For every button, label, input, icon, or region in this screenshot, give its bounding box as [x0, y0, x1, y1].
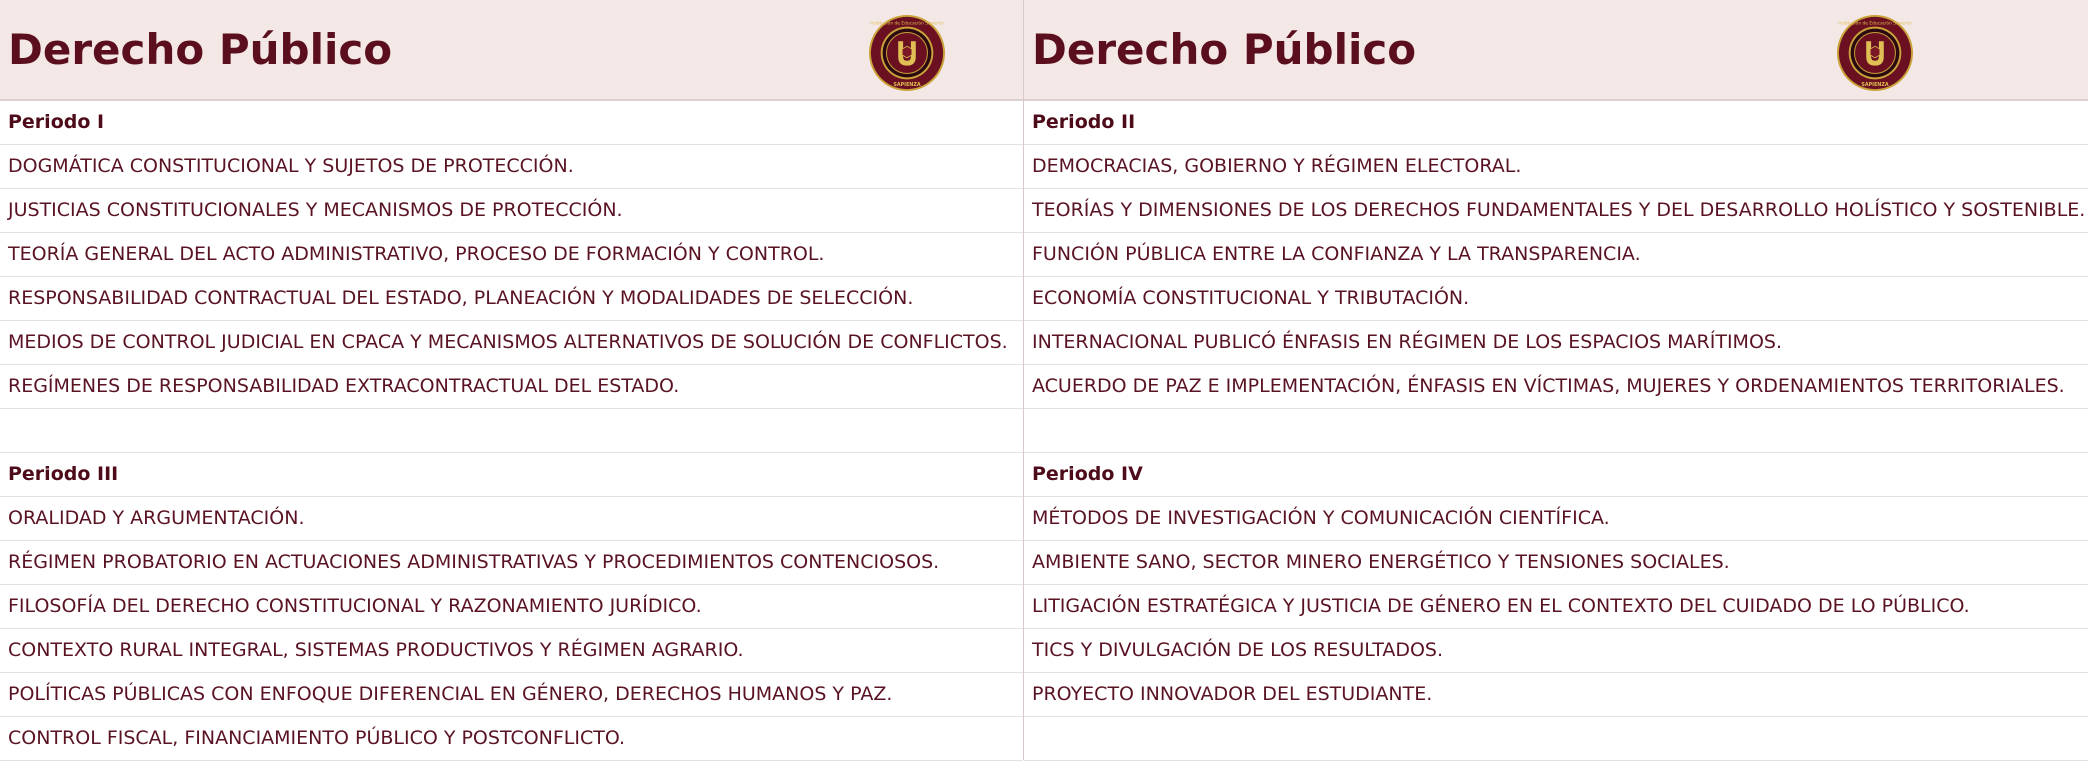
course-row: TEORÍA GENERAL DEL ACTO ADMINISTRATIVO, PROCESO DE FORMACIÓN Y CONTROL.	[0, 233, 1023, 277]
period-header: Periodo IV	[1024, 453, 2088, 497]
left-banner	[0, 0, 1023, 101]
course-row: ORALIDAD Y ARGUMENTACIÓN.	[0, 497, 1023, 541]
right-column	[1023, 0, 2088, 760]
period-header: Periodo III	[0, 453, 1023, 497]
seal-arc-text: Institución de Educación Superior	[870, 21, 944, 27]
university-seal-icon	[1836, 14, 1914, 92]
right-banner-title: Derecho Público	[1032, 25, 1417, 74]
course-row: ECONOMÍA CONSTITUCIONAL Y TRIBUTACIÓN.	[1024, 277, 2088, 321]
university-seal-icon	[868, 14, 946, 92]
empty-row	[0, 409, 1023, 453]
course-row: PROYECTO INNOVADOR DEL ESTUDIANTE.	[1024, 673, 2088, 717]
course-row: TICS Y DIVULGACIÓN DE LOS RESULTADOS.	[1024, 629, 2088, 673]
seal-bottom-text: SAPIENZA	[1861, 82, 1889, 89]
course-row: DOGMÁTICA CONSTITUCIONAL Y SUJETOS DE PROTECCIÓN.	[0, 145, 1023, 189]
course-row: FILOSOFÍA DEL DERECHO CONSTITUCIONAL Y RAZONAMIENTO JURÍDICO.	[0, 585, 1023, 629]
course-row: CONTROL FISCAL, FINANCIAMIENTO PÚBLICO Y POSTCONFLICTO.	[0, 717, 1023, 761]
course-row: RÉGIMEN PROBATORIO EN ACTUACIONES ADMINISTRATIVAS Y PROCEDIMIENTOS CONTENCIOSOS.	[0, 541, 1023, 585]
course-row: REGÍMENES DE RESPONSABILIDAD EXTRACONTRACTUAL DEL ESTADO.	[0, 365, 1023, 409]
course-row: MÉTODOS DE INVESTIGACIÓN Y COMUNICACIÓN CIENTÍFICA.	[1024, 497, 2088, 541]
left-column	[0, 0, 1023, 760]
course-row: MEDIOS DE CONTROL JUDICIAL EN CPACA Y MECANISMOS ALTERNATIVOS DE SOLUCIÓN DE CONFLICTOS.	[0, 321, 1023, 365]
course-row: LITIGACIÓN ESTRATÉGICA Y JUSTICIA DE GÉNERO EN EL CONTEXTO DEL CUIDADO DE LO PÚBLICO.	[1024, 585, 2088, 629]
course-row: FUNCIÓN PÚBLICA ENTRE LA CONFIANZA Y LA TRANSPARENCIA.	[1024, 233, 2088, 277]
course-row: TEORÍAS Y DIMENSIONES DE LOS DERECHOS FUNDAMENTALES Y DEL DESARROLLO HOLÍSTICO Y SOSTENIBLE.	[1024, 189, 2088, 233]
course-row: POLÍTICAS PÚBLICAS CON ENFOQUE DIFERENCIAL EN GÉNERO, DERECHOS HUMANOS Y PAZ.	[0, 673, 1023, 717]
period-header: Periodo II	[1024, 101, 2088, 145]
left-banner-title: Derecho Público	[8, 25, 393, 74]
seal-arc-text: Institución de Educación Superior	[1838, 21, 1912, 27]
course-row: JUSTICIAS CONSTITUCIONALES Y MECANISMOS DE PROTECCIÓN.	[0, 189, 1023, 233]
seal-bottom-text: SAPIENZA	[893, 82, 921, 89]
course-row: AMBIENTE SANO, SECTOR MINERO ENERGÉTICO Y TENSIONES SOCIALES.	[1024, 541, 2088, 585]
course-row: RESPONSABILIDAD CONTRACTUAL DEL ESTADO, PLANEACIÓN Y MODALIDADES DE SELECCIÓN.	[0, 277, 1023, 321]
course-row: CONTEXTO RURAL INTEGRAL, SISTEMAS PRODUCTIVOS Y RÉGIMEN AGRARIO.	[0, 629, 1023, 673]
course-row: ACUERDO DE PAZ E IMPLEMENTACIÓN, ÉNFASIS EN VÍCTIMAS, MUJERES Y ORDENAMIENTOS TERRITORIALES.	[1024, 365, 2088, 409]
course-row: INTERNACIONAL PUBLICÓ ÉNFASIS EN RÉGIMEN DE LOS ESPACIOS MARÍTIMOS.	[1024, 321, 2088, 365]
right-banner	[1024, 0, 2088, 101]
empty-row	[1024, 409, 2088, 453]
course-row	[1024, 717, 2088, 761]
period-header: Periodo I	[0, 101, 1023, 145]
course-row: DEMOCRACIAS, GOBIERNO Y RÉGIMEN ELECTORAL.	[1024, 145, 2088, 189]
